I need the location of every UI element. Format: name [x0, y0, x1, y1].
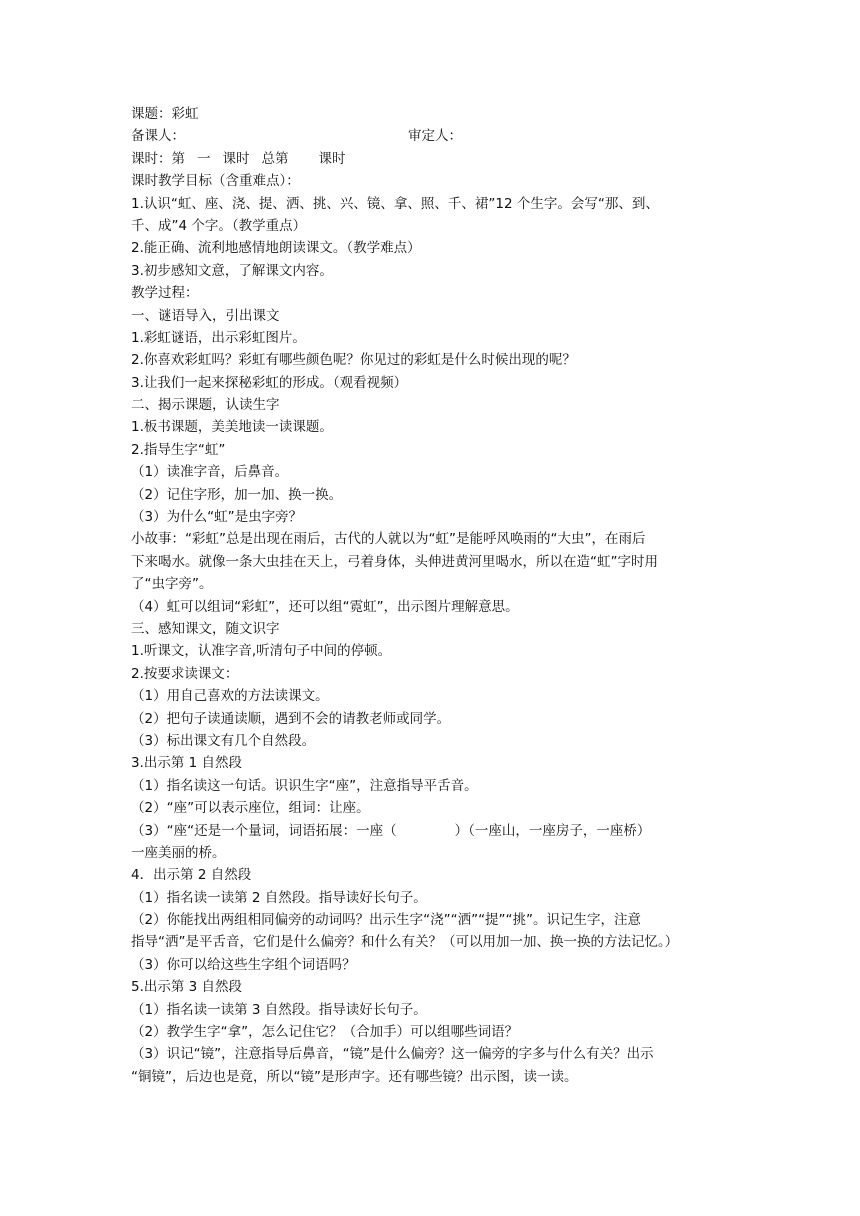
- process-line: （3）你可以给这些生字组个词语吗？: [131, 956, 356, 973]
- process-line: 小故事：“彩虹”总是出现在雨后，古代的人就以为“虹”是能呼风唤雨的“大虫”，在雨后: [131, 531, 646, 548]
- process-line: 了“虫字旁”。: [131, 576, 213, 593]
- topic-value: 彩虹: [171, 106, 199, 122]
- fill-blank-prefix: （3）“座“还是一个量词，词语拓展：一座（: [131, 822, 397, 839]
- process-line: （1）指名读一读第 2 自然段。指导读好长句子。: [131, 889, 427, 906]
- process-line: （2）“座”可以表示座位，组词：让座。: [131, 800, 370, 817]
- period-line: [131, 148, 731, 170]
- process-line: 一、谜语导入，引出课文: [131, 307, 280, 324]
- period-unit: 课时: [222, 150, 250, 167]
- topic-line: [131, 103, 731, 125]
- preparer-line: [131, 125, 731, 147]
- document-page: [131, 103, 731, 1088]
- process-line: （1）指名读一读第 3 自然段。指导读好长句子。: [131, 1001, 427, 1018]
- preparer-label: 备课人：: [131, 128, 185, 145]
- process-line: 1.板书课题，美美地读一读课题。: [131, 419, 333, 436]
- process-line: 指导“洒”是平舌音，它们是什么偏旁？和什么有关？（可以用加一加、换一换的方法记忆。）: [131, 934, 679, 951]
- process-line: （2）教学生字“拿”，怎么记住它？（合加手）可以组哪些词语？: [131, 1024, 519, 1041]
- process-line: 1.彩虹谜语，出示彩虹图片。: [131, 329, 306, 346]
- process-line: “铜镜”，后边也是竟，所以“镜”是形声字。还有哪些镜？出示图，读一读。: [131, 1068, 578, 1085]
- period-num: 一: [197, 150, 211, 167]
- objective-item: 3.初步感知文意，了解课文内容。: [131, 262, 333, 279]
- total-unit: 课时: [318, 150, 346, 167]
- process-line: （4）虹可以组词“彩虹”，还可以组“霓虹”，出示图片理解意思。: [131, 598, 519, 615]
- process-line: （1）指名读这一句话。识识生字“座”，注意指导平舌音。: [131, 777, 478, 794]
- process-line: （3）标出课文有几个自然段。: [131, 732, 316, 749]
- process-line: 3.出示第 1 自然段: [131, 755, 243, 772]
- objective-item: 千、成”4 个字。（教学重点）: [131, 217, 307, 234]
- process-line: 3.让我们一起来探秘彩虹的形成。（观看视频）: [131, 374, 408, 391]
- process-line: 二、揭示课题，认读生字: [131, 397, 280, 414]
- objectives-heading: 课时教学目标（含重难点）：: [131, 173, 300, 190]
- process-line: 5.出示第 3 自然段: [131, 979, 243, 996]
- objective-item: 1.认识“虹、座、浇、提、洒、挑、兴、镜、拿、照、千、裙”12 个生字。会写“那、到、: [131, 195, 659, 212]
- process-line: （1）用自己喜欢的方法读课文。: [131, 688, 329, 705]
- process-line: 三、感知课文，随文识字: [131, 620, 280, 637]
- period-label: 课时：第: [131, 150, 185, 167]
- process-line: （2）把句子读通读顺，遇到不会的请教老师或同学。: [131, 710, 451, 727]
- process-line: 1.听课文，认准字音,听清句子中间的停顿。: [131, 643, 392, 660]
- process-line: （3）识记“镜”，注意指导后鼻音，“镜”是什么偏旁？这一偏旁的字多与什么有关？出示: [131, 1046, 654, 1063]
- process-line: （2）记住字形，加一加、换一换。: [131, 486, 343, 503]
- process-line: 下来喝水。就像一条大虫挂在天上，弓着身体，头伸进黄河里喝水，所以在造“虹”字时用: [131, 553, 658, 570]
- process-line: （3）为什么“虹”是虫字旁？: [131, 509, 303, 526]
- fill-blank-line: [131, 820, 731, 842]
- reviewer-label: 审定人：: [408, 128, 462, 145]
- topic-label: 课题：: [131, 106, 172, 122]
- process-line: 4．出示第 2 自然段: [131, 867, 252, 884]
- fill-blank-suffix: ）（一座山，一座房子，一座桥）: [454, 822, 651, 839]
- process-line: 一座美丽的桥。: [131, 844, 226, 861]
- process-line: 2.指导生字“虹”: [131, 441, 226, 458]
- process-line: （2）你能找出两组相同偏旁的动词吗？出示生字“浇”“洒”“提”“挑”。识记生字，注意: [131, 912, 642, 929]
- process-line: 2.按要求读课文：: [131, 665, 239, 682]
- process-line: （1）读准字音，后鼻音。: [131, 464, 289, 481]
- process-line: 2.你喜欢彩虹吗？彩虹有哪些颜色呢？你见过的彩虹是什么时候出现的呢？: [131, 352, 576, 369]
- process-heading: 教学过程：: [131, 285, 199, 302]
- objective-item: 2.能正确、流利地感情地朗读课文。（教学难点）: [131, 240, 421, 257]
- total-label: 总第: [261, 150, 289, 167]
